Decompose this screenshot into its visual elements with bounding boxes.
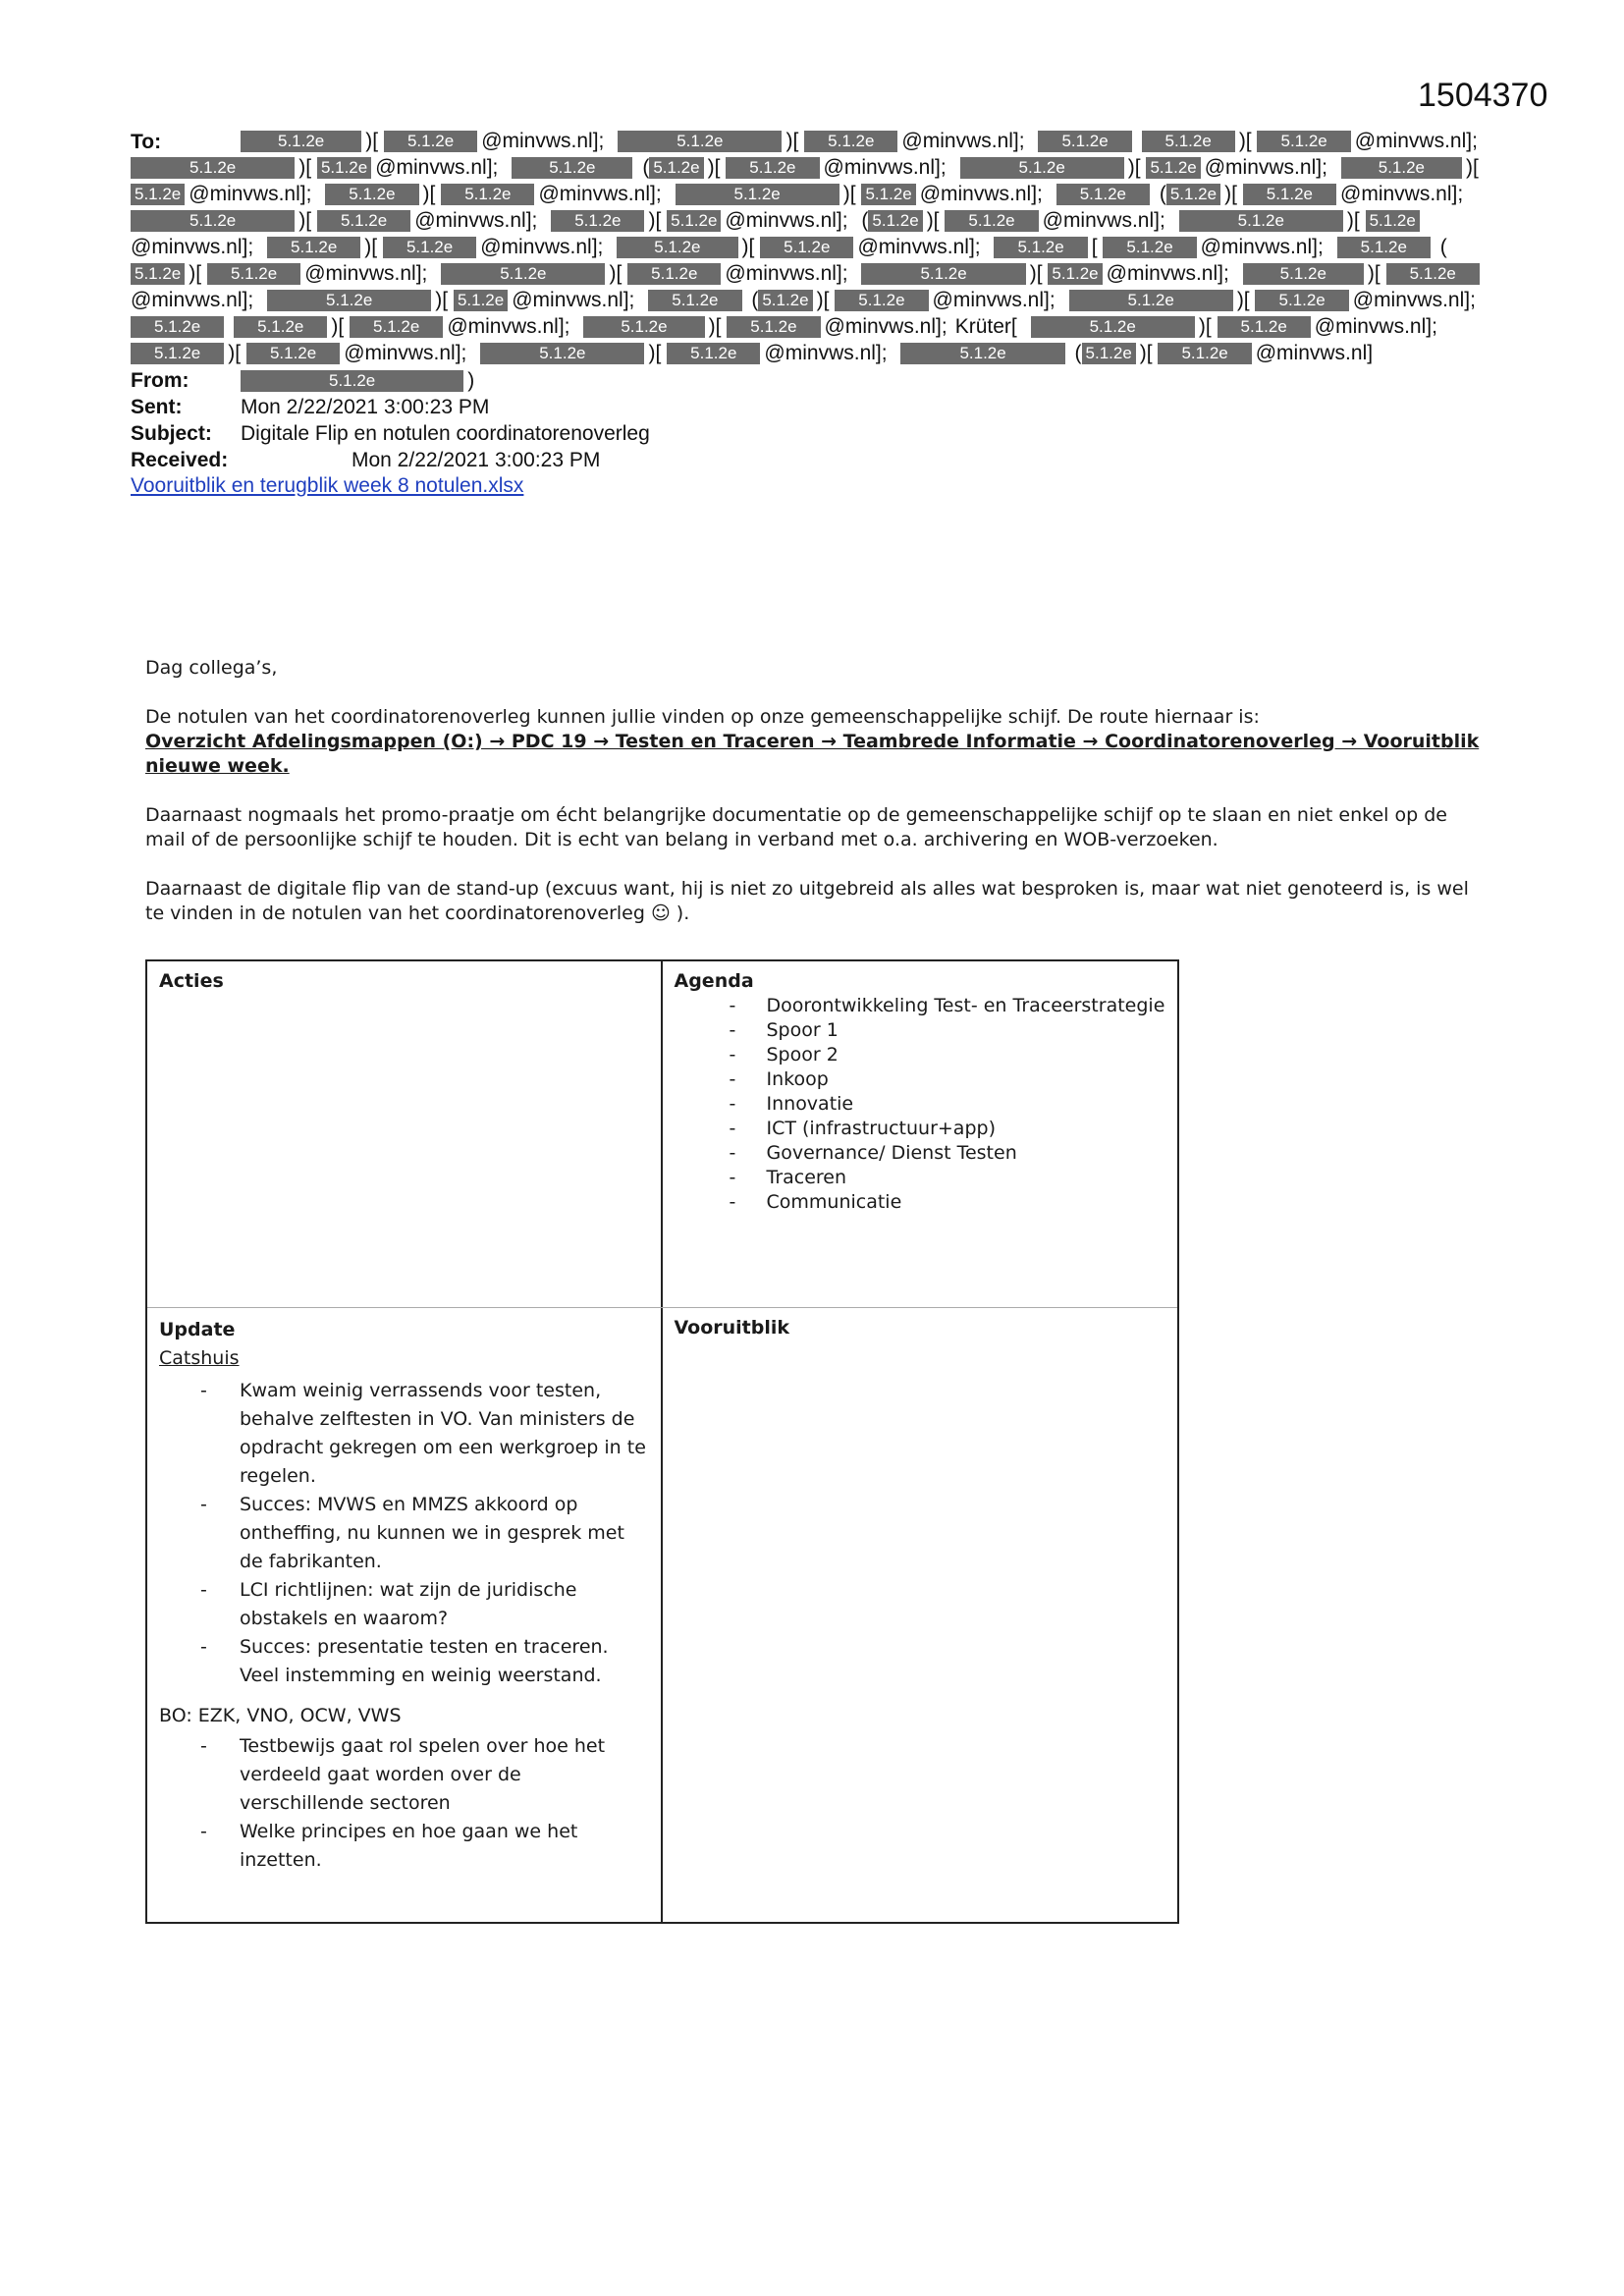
sent-value: Mon 2/22/2021 3:00:23 PM — [241, 396, 490, 418]
recipient-email-last: @minvws.nl] — [1255, 342, 1374, 364]
redaction: 5.1.2e — [131, 210, 295, 232]
redaction: 5.1.2e — [617, 237, 737, 258]
redaction: 5.1.2e — [384, 131, 477, 152]
recipient-email: @minvws.nl]; — [1340, 183, 1464, 205]
recipient-email: @minvws.nl]; — [538, 183, 662, 205]
catshuis-label: Catshuis — [159, 1347, 240, 1369]
list-item: - Governance/ Dienst Testen — [730, 1141, 1166, 1166]
table-row — [147, 961, 1177, 1308]
body-paragraph — [145, 705, 1490, 779]
redaction: 5.1.2e — [1243, 184, 1336, 205]
body-paragraph: Daarnaast nogmaals het promo-praatje om écht belangrijke documentatie op de gemeenschappelijke schijf op te slaan en niet enkel op de mail of de persoonlijke schijf te houden. Dit is echt van belang in verband met o.a. archivering en WOB-verzoeken. — [145, 804, 1447, 850]
list-item: - Succes: presentatie testen en traceren. Veel instemming en weinig weerstand. — [200, 1633, 649, 1690]
redaction: 5.1.2e — [1103, 237, 1196, 258]
recipient-email: @minvws.nl]; — [414, 209, 538, 232]
redaction: 5.1.2e — [267, 290, 431, 311]
redaction: 5.1.2e — [649, 157, 703, 179]
recipient-email: @minvws.nl]; — [857, 236, 981, 258]
redaction: 5.1.2e — [648, 290, 741, 311]
recipient-email: @minvws.nl]; — [725, 209, 848, 232]
redaction: 5.1.2e — [246, 343, 340, 364]
received-row — [131, 446, 1495, 472]
recipient-email: @minvws.nl]; — [1042, 209, 1165, 232]
redaction: 5.1.2e — [583, 316, 704, 338]
redaction: 5.1.2e — [383, 237, 476, 258]
redaction: 5.1.2e — [441, 184, 534, 205]
redaction: 5.1.2e — [1056, 184, 1150, 205]
redaction: 5.1.2e — [241, 131, 361, 152]
list-item: - ICT (infrastructuur+app) — [730, 1117, 1166, 1141]
redaction: 5.1.2e — [727, 316, 820, 338]
from-row — [131, 366, 1495, 393]
list-item: - Communicatie — [730, 1190, 1166, 1215]
folder-route: Overzicht Afdelingsmappen (O:) → PDC 19 → Testen en Traceren → Teambrede Informatie → Coordinatorenoverleg → Vooruitblik nieuwe week. — [145, 731, 1480, 777]
update-cell — [147, 1308, 663, 1922]
redaction: 5.1.2e — [1048, 263, 1102, 285]
redaction: 5.1.2e — [758, 290, 812, 311]
redaction: 5.1.2e — [994, 237, 1087, 258]
redaction: 5.1.2e — [131, 157, 295, 179]
redaction: 5.1.2e — [676, 184, 839, 205]
list-item: - Inkoop — [730, 1067, 1166, 1092]
recipient-email: @minvws.nl]; — [1106, 262, 1229, 285]
list-item: - Kwam weinig verrassends voor testen, behalve zelftesten in VO. Van ministers de opdracht gekregen om een werkgroep in te regelen. — [200, 1377, 649, 1491]
email-header — [131, 128, 1495, 498]
redaction: 5.1.2e — [512, 157, 632, 179]
redaction: 5.1.2e — [131, 263, 185, 285]
attachment-link[interactable]: Vooruitblik en terugblik week 8 notulen.xlsx — [131, 474, 524, 497]
redaction: 5.1.2e — [1255, 290, 1348, 311]
redaction: 5.1.2e — [1038, 131, 1131, 152]
recipient-email: @minvws.nl]; — [725, 262, 848, 285]
redaction: 5.1.2e — [726, 157, 819, 179]
redaction: 5.1.2e — [325, 184, 418, 205]
redaction: 5.1.2e — [551, 210, 644, 232]
list-item: - Innovatie — [730, 1092, 1166, 1117]
redaction: 5.1.2e — [480, 343, 644, 364]
redaction: 5.1.2e — [835, 290, 928, 311]
redaction: 5.1.2e — [350, 316, 443, 338]
redaction: 5.1.2e — [861, 263, 1025, 285]
agenda-list — [675, 994, 1166, 1215]
redaction: 5.1.2e — [900, 343, 1064, 364]
recipient-email: @minvws.nl]; — [919, 183, 1043, 205]
list-item: - Traceren — [730, 1166, 1166, 1190]
redaction: 5.1.2e — [234, 316, 327, 338]
redaction: 5.1.2e — [1146, 157, 1200, 179]
vooruitblik-cell — [663, 1308, 1178, 1922]
recipient-email: @minvws.nl]; — [131, 236, 254, 258]
from-value: 5.1.2e ) — [241, 369, 474, 393]
to-row — [131, 128, 1495, 366]
redaction: 5.1.2e — [1243, 263, 1364, 285]
redaction: 5.1.2e — [317, 157, 371, 179]
bo-list — [159, 1732, 649, 1875]
redaction: 5.1.2e — [1257, 131, 1350, 152]
body-paragraph: Daarnaast de digitale flip van de stand-up (excuus want, hij is niet zo uitgebreid als alles wat besproken is, maar wat niet genoteerd is, is wel te vinden in de notulen van het coordinatorenoverleg ☺ ). — [145, 878, 1469, 924]
list-item: - Testbewijs gaat rol spelen over hoe het verdeeld gaat worden over de verschillende sectoren — [200, 1732, 649, 1818]
subject-value: Digitale Flip en notulen coordinatorenoverleg — [241, 422, 650, 445]
recipient-email: @minvws.nl]; — [1354, 130, 1478, 152]
recipient-email: @minvws.nl]; — [480, 236, 604, 258]
table-row — [147, 1308, 1177, 1922]
update-header: Update — [159, 1319, 236, 1340]
received-label: Received: — [131, 449, 229, 471]
redaction: 5.1.2e — [1337, 237, 1431, 258]
redaction: 5.1.2e — [667, 343, 760, 364]
redaction: 5.1.2e — [960, 157, 1124, 179]
redaction: 5.1.2e — [241, 370, 463, 392]
list-item: - Succes: MVWS en MMZS akkoord op ontheffing, nu kunnen we in gesprek met de fabrikanten. — [200, 1491, 649, 1576]
recipient-email: @minvws.nl]; — [1314, 315, 1437, 338]
agenda-header: Agenda — [674, 970, 754, 992]
redaction: 5.1.2e — [804, 131, 897, 152]
recipient-email: @minvws.nl]; — [764, 342, 888, 364]
subject-row — [131, 419, 1495, 446]
acties-header: Acties — [159, 970, 224, 992]
recipient-email: @minvws.nl]; — [481, 130, 605, 152]
recipient-email: @minvws.nl]; — [824, 315, 947, 338]
redaction: 5.1.2e — [1218, 316, 1311, 338]
list-item: - Doorontwikkeling Test- en Traceerstrategie — [730, 994, 1166, 1018]
list-item: - Welke principes en hoe gaan we het inzetten. — [200, 1818, 649, 1875]
recipient-email: @minvws.nl]; — [1200, 236, 1324, 258]
route-intro: De notulen van het coordinatorenoverleg kunnen jullie vinden op onze gemeenschappelijke schijf. De route hiernaar is: — [145, 706, 1260, 728]
redaction: 5.1.2e — [267, 237, 360, 258]
bo-label: BO: EZK, VNO, OCW, VWS — [159, 1705, 402, 1726]
document-number: 1504370 — [1418, 77, 1548, 114]
list-item: - LCI richtlijnen: wat zijn de juridische obstakels en waarom? — [200, 1576, 649, 1633]
from-label: From: — [131, 369, 189, 392]
recipient-email: @minvws.nl]; — [131, 289, 254, 311]
redaction: 5.1.2e — [1142, 131, 1235, 152]
redaction: 5.1.2e — [1031, 316, 1195, 338]
redaction: 5.1.2e — [207, 263, 300, 285]
sent-row — [131, 393, 1495, 419]
received-value: Mon 2/22/2021 3:00:23 PM — [352, 449, 601, 471]
redaction: 5.1.2e — [1179, 210, 1343, 232]
subject-label: Subject: — [131, 422, 212, 445]
recipient-email: @minvws.nl]; — [344, 342, 467, 364]
list-item: - Spoor 1 — [730, 1018, 1166, 1043]
acties-cell — [147, 961, 663, 1307]
recipient-email: @minvws.nl]; — [375, 156, 499, 179]
list-item: - Spoor 2 — [730, 1043, 1166, 1067]
vooruitblik-header: Vooruitblik — [674, 1317, 790, 1339]
redaction: 5.1.2e — [317, 210, 410, 232]
redaction: 5.1.2e — [131, 343, 224, 364]
standup-table — [145, 959, 1179, 1924]
redaction: 5.1.2e — [627, 263, 721, 285]
redaction: 5.1.2e — [1386, 263, 1480, 285]
recipient-email: @minvws.nl]; — [823, 156, 947, 179]
recipient-email: @minvws.nl]; — [304, 262, 428, 285]
redaction: 5.1.2e — [760, 237, 853, 258]
redaction: 5.1.2e — [454, 290, 508, 311]
recipient-email: @minvws.nl]; — [447, 315, 570, 338]
recipient-email: @minvws.nl]; — [1352, 289, 1476, 311]
to-label: To: — [131, 131, 162, 153]
recipient-email: @minvws.nl]; — [932, 289, 1056, 311]
redaction: 5.1.2e — [618, 131, 782, 152]
recipient-email: @minvws.nl]; — [901, 130, 1025, 152]
redaction: 5.1.2e — [945, 210, 1038, 232]
redaction: 5.1.2e — [1366, 210, 1420, 232]
redaction: 5.1.2e — [1082, 343, 1136, 364]
redaction: 5.1.2e — [868, 210, 922, 232]
email-body — [145, 656, 1490, 951]
agenda-cell — [663, 961, 1178, 1307]
redaction: 5.1.2e — [131, 184, 185, 205]
redaction: 5.1.2e — [131, 316, 224, 338]
recipient-email: @minvws.nl]; — [1204, 156, 1327, 179]
redaction: 5.1.2e — [1069, 290, 1233, 311]
redaction: 5.1.2e — [441, 263, 605, 285]
redaction: 5.1.2e — [667, 210, 721, 232]
sent-label: Sent: — [131, 396, 183, 418]
greeting: Dag collega’s, — [145, 657, 278, 679]
redaction: 5.1.2e — [1341, 157, 1462, 179]
redaction: 5.1.2e — [861, 184, 915, 205]
recipient-list: 5.1.2e )[ 5.1.2e @minvws.nl]; 5.1.2e )[ 5.1.2e @minvws.nl]; 5.1.2e 5.1.2e )[ 5.1.2e @minvws.nl]; 5.1.2e )[ 5.1.2e @minvws.nl]; 5.1.2e ( 5.1.2e )[ 5.1.2e @minvws.nl]; 5.1.2e )[ 5.1.2e @minvws.nl]; 5.1.2e )[ 5.1.2e @minvws.nl]; 5.1.2e )[ 5.1.2e @minvws.nl]; 5.1.2e )[ 5.1.2e @minvws.nl]; 5.1.2e ( 5.1.2e )[ 5.1.2e @minvws.nl]; 5.1.2e )[ 5.1.2e @minvws.nl]; 5.1.2e )[ 5.1.2e @minvws.nl]; ( 5.1.2e )[ 5.1.2e @minvws.nl]; 5.1.2e )[ 5.1.2e@minvws.nl]; 5.1.2e )[ 5.1.2e @minvws.nl]; 5.1.2e )[ 5.1.2e @minvws.nl]; 5.1.2e [ 5.1.2e @minvws.nl]; 5.1.2e (5.1.2e )[ 5.1.2e @minvws.nl]; 5.1.2e )[ 5.1.2e @minvws.nl]; 5.1.2e )[ 5.1.2e @minvws.nl]; 5.1.2e )[ 5.1.2e@minvws.nl]; 5.1.2e )[ 5.1.2e @minvws.nl]; 5.1.2e ( 5.1.2e )[ 5.1.2e @minvws.nl]; 5.1.2e )[ 5.1.2e @minvws.nl]; 5.1.2e 5.1.2e )[ 5.1.2e @minvws.nl]; 5.1.2e )[ 5.1.2e @minvws.nl]; Krüter[ 5.1.2e )[ 5.1.2e @minvws.nl]; 5.1.2e )[ 5.1.2e @minvws.nl]; 5.1.2e )[ 5.1.2e @minvws.nl]; 5.1.2e ( 5.1.2e )[ 5.1.2e @minvws.nl] — [131, 130, 1479, 364]
redaction: 5.1.2e — [1166, 184, 1220, 205]
named-recipient: Krüter[ — [954, 315, 1017, 338]
recipient-email: @minvws.nl]; — [189, 183, 312, 205]
catshuis-list — [159, 1377, 649, 1690]
redaction: 5.1.2e — [1158, 343, 1251, 364]
recipient-email: @minvws.nl]; — [512, 289, 635, 311]
